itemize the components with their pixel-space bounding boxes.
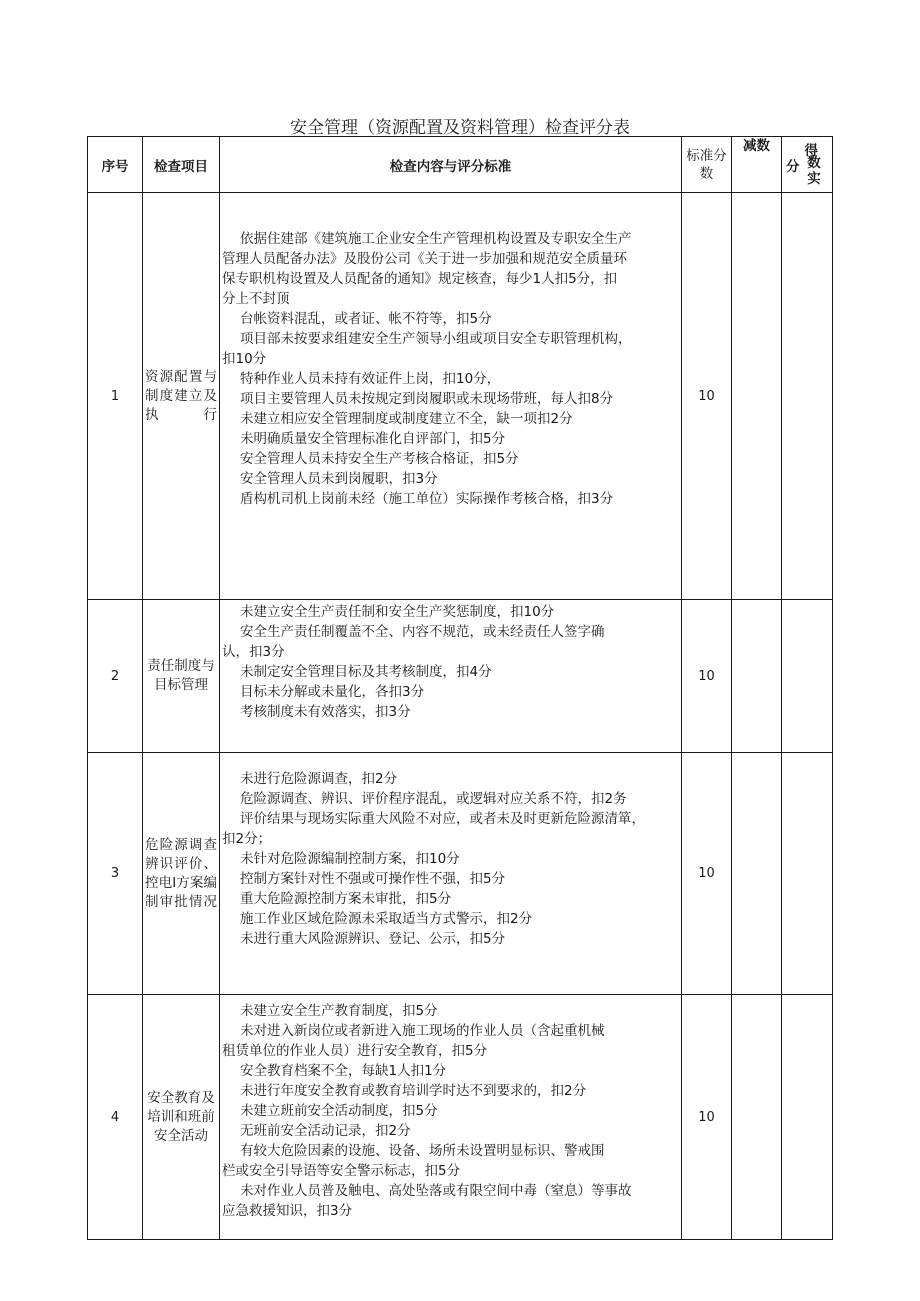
content-line: 安全管理人员未到岗履职，扣3分 (240, 471, 438, 487)
content-line: 未对进入新岗位或者新进入施工现场的作业人员（含起重机械 (240, 1023, 605, 1039)
table-row (88, 753, 833, 995)
row-content (220, 193, 682, 600)
inspection-score-table (87, 136, 833, 1240)
row-actual[interactable] (782, 600, 833, 753)
content-line: 未明确质量安全管理标准化自评部门，扣5分 (240, 431, 506, 447)
row-num: 4 (88, 995, 143, 1240)
row-num: 1 (88, 193, 143, 600)
row-standard: 10 (682, 753, 732, 995)
content-line: 租赁单位的作业人员）进行安全教育，扣5分 (222, 1043, 488, 1059)
header-reduce: 减数 (732, 137, 782, 193)
content-line: 未进行年度安全教育或教育培训学时达不到要求的，扣2分 (240, 1083, 587, 1099)
page-title: 安全管理（资源配置及资料管理）检查评分表 (290, 118, 630, 138)
content-line: 项目部未按要求组建安全生产领导小组或项目安全专职管理机构， (240, 331, 632, 347)
content-line: 盾构机司机上岗前未经（施工单位）实际操作考核合格，扣3分 (240, 491, 614, 507)
content-line: 未制定安全管理目标及其考核制度，扣4分 (240, 664, 492, 680)
row-actual[interactable] (782, 995, 833, 1240)
content-line: 扣2分； (222, 831, 272, 847)
content-line: 安全管理人员未持安全生产考核合格证，扣5分 (240, 451, 519, 467)
content-line: 未建立班前安全活动制度，扣5分 (240, 1103, 438, 1119)
content-line: 栏或安全引导语等安全警示标志，扣5分 (222, 1163, 461, 1179)
row-num: 3 (88, 753, 143, 995)
header-item: 检查项目 (143, 137, 220, 193)
content-line: 有较大危险因素的设施、设备、场所未设置明显标识、警戒围 (240, 1143, 605, 1159)
table-row (88, 995, 833, 1240)
content-line: 评价结果与现场实际重大风险不对应，或者未及时更新危险源清箪， (240, 811, 645, 827)
row-standard: 10 (682, 600, 732, 753)
content-line: 应急救援知识，扣3分 (222, 1203, 353, 1219)
content-line: 特种作业人员未持有效证件上岗，扣10分， (240, 371, 501, 387)
row-standard: 10 (682, 995, 732, 1240)
content-line: 管理人员配备办法》及股份公司《关于进一步加强和规范安全质量环 (222, 251, 627, 267)
header-actual-part1: 得 (804, 143, 818, 159)
content-line: 未针对危险源编制控制方案，扣10分 (240, 851, 460, 867)
row-item: 资源配置与制度建立及执行 (143, 193, 220, 600)
header-row (88, 137, 833, 193)
row-standard: 10 (682, 193, 732, 600)
content-line: 认，扣3分 (222, 644, 285, 660)
content-line: 依据住建部《建筑施工企业安全生产管理机构设置及专职安全生产 (240, 231, 632, 247)
row-actual[interactable] (782, 193, 833, 600)
row-reduce[interactable] (732, 600, 782, 753)
content-line: 分上不封顶 (222, 291, 290, 307)
content-line: 未建立安全生产责任制和安全生产奖惩制度，扣10分 (240, 604, 555, 620)
content-line: 危险源调查、辨识、评价程序混乱，或逻辑对应关系不符，扣2务 (240, 791, 627, 807)
content-line: 扣10分 (222, 351, 267, 367)
header-actual (782, 137, 833, 193)
content-line: 未对作业人员普及触电、高处坠落或有限空间中毒（窒息）等事故 (240, 1183, 632, 1199)
row-actual[interactable] (782, 753, 833, 995)
table-row (88, 600, 833, 753)
content-line: 无班前安全活动记录，扣2分 (240, 1123, 411, 1139)
row-reduce[interactable] (732, 995, 782, 1240)
header-actual-part3: 数实 (807, 155, 821, 187)
row-item: 责任制度与目标管理 (143, 600, 220, 753)
content-line: 未建立安全生产教育制度，扣5分 (240, 1003, 438, 1019)
content-line: 安全教育档案不全，每缺1人扣1分 (240, 1063, 447, 1079)
table-row (88, 193, 833, 600)
row-item: 危险源调查辨识评价、控电I方案编制审批情况 (143, 753, 220, 995)
content-line: 考核制度未有效落实，扣3分 (240, 704, 411, 720)
content-line: 施工作业区域危险源未采取适当方式警示，扣2分 (240, 911, 533, 927)
content-line: 未建立相应安全管理制度或制度建立不全，缺一项扣2分 (240, 411, 573, 427)
row-reduce[interactable] (732, 753, 782, 995)
content-line: 重大危险源控制方案未审批，扣5分 (240, 891, 452, 907)
row-num: 2 (88, 600, 143, 753)
header-content: 检查内容与评分标准 (220, 137, 682, 193)
content-line: 控制方案针对性不强或可操作性不强，扣5分 (240, 871, 506, 887)
content-line: 目标未分解或未量化，各扣3分 (240, 684, 425, 700)
content-line: 未进行危险源调查，扣2分 (240, 771, 398, 787)
content-line: 安全生产责任制覆盖不全、内容不规范，或未经责任人签字确 (240, 624, 605, 640)
row-content (220, 995, 682, 1240)
row-item: 安全教育及培训和班前安全活动 (143, 995, 220, 1240)
header-standard: 标准分数 (682, 137, 732, 193)
row-content (220, 600, 682, 753)
row-reduce[interactable] (732, 193, 782, 600)
header-num: 序号 (88, 137, 143, 193)
content-line: 台帐资料混乱，或者证、帐不符等，扣5分 (240, 311, 492, 327)
row-content (220, 753, 682, 995)
content-line: 保专职机构设置及人员配备的通知》规定核查，每少1人扣5分，扣 (222, 271, 618, 287)
content-line: 未进行重大风险源辨识、登记、公示，扣5分 (240, 931, 506, 947)
content-line: 项目主要管理人员未按规定到岗履职或未现场带班，每人扣8分 (240, 391, 614, 407)
header-actual-part2: 分 (786, 159, 800, 175)
